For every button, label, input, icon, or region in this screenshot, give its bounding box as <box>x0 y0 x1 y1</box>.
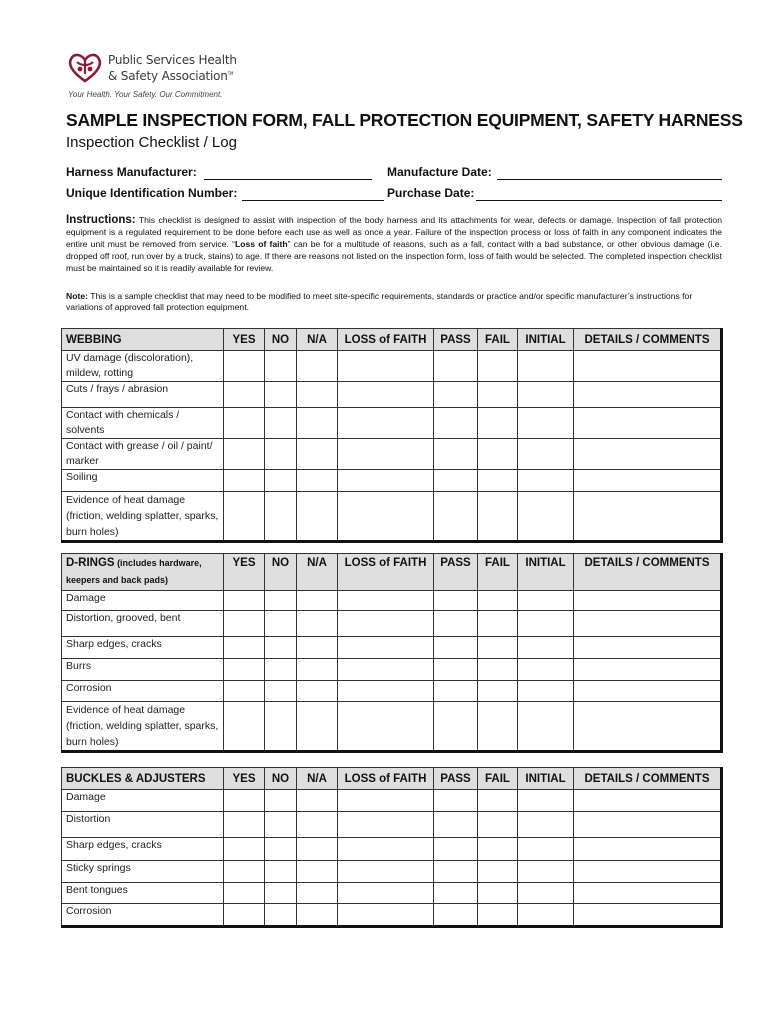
item-label: Distortion, grooved, bent <box>62 611 224 637</box>
entry-cell[interactable] <box>265 591 297 611</box>
entry-cell[interactable] <box>434 790 478 812</box>
table-row <box>62 439 722 470</box>
entry-cell[interactable] <box>518 591 574 611</box>
item-label: Evidence of heat damage (friction, welding splatter, sparks, burn holes) <box>62 492 224 542</box>
entry-cell[interactable] <box>478 591 518 611</box>
d-rings-heading-note: (includes hardware, keepers and back pads) <box>66 558 202 585</box>
entry-cell[interactable] <box>265 790 297 812</box>
entry-cell[interactable] <box>478 408 518 439</box>
entry-cell[interactable] <box>434 591 478 611</box>
entry-cell[interactable] <box>434 861 478 883</box>
org-name-line2-text: & Safety Association <box>108 69 228 83</box>
entry-cell[interactable] <box>297 659 338 681</box>
entry-cell[interactable] <box>478 492 518 542</box>
table-row <box>62 702 722 752</box>
col-details-comments: DETAILS / COMMENTS <box>574 329 722 351</box>
col-no: NO <box>265 329 297 351</box>
entry-cell[interactable] <box>574 702 722 752</box>
entry-cell[interactable] <box>434 659 478 681</box>
entry-cell[interactable] <box>265 838 297 861</box>
table-row <box>62 408 722 439</box>
entry-cell[interactable] <box>518 681 574 702</box>
entry-cell[interactable] <box>434 470 478 492</box>
entry-cell[interactable] <box>434 904 478 927</box>
col-na: N/A <box>297 554 338 591</box>
entry-cell[interactable] <box>434 637 478 659</box>
entry-cell[interactable] <box>297 408 338 439</box>
page-subtitle: Inspection Checklist / Log <box>66 134 237 151</box>
section-heading-d-rings <box>62 554 224 591</box>
item-label: Damage <box>62 790 224 812</box>
entry-cell[interactable] <box>574 351 722 382</box>
entry-cell[interactable] <box>434 611 478 637</box>
heart-knot-logo-icon <box>66 50 104 84</box>
unique-id-label: Unique Identification Number: <box>66 186 238 200</box>
item-label: Corrosion <box>62 681 224 702</box>
entry-cell[interactable] <box>478 611 518 637</box>
col-yes: YES <box>224 329 265 351</box>
entry-cell[interactable] <box>574 591 722 611</box>
entry-cell[interactable] <box>265 351 297 382</box>
entry-cell[interactable] <box>518 702 574 752</box>
entry-cell[interactable] <box>518 382 574 408</box>
section-heading-buckles: BUCKLES & ADJUSTERS <box>62 768 224 790</box>
entry-cell[interactable] <box>338 904 434 927</box>
purchase-date-label: Purchase Date: <box>387 186 475 200</box>
webbing-checklist-table <box>61 328 723 543</box>
table-row <box>62 611 722 637</box>
instructions-lead: Instructions: <box>66 214 136 226</box>
entry-cell[interactable] <box>224 838 265 861</box>
item-label: Evidence of heat damage (friction, welding splatter, sparks, burn holes) <box>62 702 224 752</box>
entry-cell[interactable] <box>518 883 574 904</box>
entry-cell[interactable] <box>265 408 297 439</box>
entry-cell[interactable] <box>224 883 265 904</box>
entry-cell[interactable] <box>338 812 434 838</box>
col-fail: FAIL <box>478 329 518 351</box>
entry-cell[interactable] <box>338 591 434 611</box>
entry-cell[interactable] <box>574 492 722 542</box>
note-lead: Note: <box>66 291 88 301</box>
entry-cell[interactable] <box>297 591 338 611</box>
col-pass: PASS <box>434 329 478 351</box>
entry-cell[interactable] <box>224 790 265 812</box>
table-row <box>62 838 722 861</box>
entry-cell[interactable] <box>478 790 518 812</box>
entry-cell[interactable] <box>297 382 338 408</box>
entry-cell[interactable] <box>265 681 297 702</box>
trademark-mark: TM <box>227 71 234 76</box>
col-no: NO <box>265 554 297 591</box>
entry-cell[interactable] <box>265 904 297 927</box>
entry-cell[interactable] <box>478 659 518 681</box>
entry-cell[interactable] <box>478 838 518 861</box>
entry-cell[interactable] <box>574 382 722 408</box>
entry-cell[interactable] <box>265 637 297 659</box>
entry-cell[interactable] <box>338 838 434 861</box>
entry-cell[interactable] <box>434 351 478 382</box>
d-rings-heading-text: D-RINGS <box>66 557 115 569</box>
entry-cell[interactable] <box>297 812 338 838</box>
entry-cell[interactable] <box>518 812 574 838</box>
item-label: Distortion <box>62 812 224 838</box>
entry-cell[interactable] <box>224 812 265 838</box>
entry-cell[interactable] <box>518 659 574 681</box>
table-row <box>62 591 722 611</box>
entry-cell[interactable] <box>478 439 518 470</box>
item-label: Cuts / frays / abrasion <box>62 382 224 408</box>
buckles-adjusters-checklist-table <box>61 767 723 928</box>
d-rings-checklist-table <box>61 553 723 753</box>
entry-cell[interactable] <box>574 470 722 492</box>
entry-cell[interactable] <box>434 439 478 470</box>
item-label: Soiling <box>62 470 224 492</box>
col-loss-of-faith: LOSS of FAITH <box>338 329 434 351</box>
entry-cell[interactable] <box>265 470 297 492</box>
entry-cell[interactable] <box>478 637 518 659</box>
col-yes: YES <box>224 768 265 790</box>
instructions-text-1: This checklist is designed to assist with inspection of the body harness and its attachments for wear, defects or damage. Inspection of fall protection equipment is a regulated requirement to be done before each use as well as once a year. Failure of the inspection process or loss of faith in any component indicates the entire unit must be removed from service. “ <box>66 215 722 249</box>
entry-cell[interactable] <box>297 470 338 492</box>
entry-cell[interactable] <box>478 883 518 904</box>
purchase-date-field[interactable] <box>476 200 722 201</box>
table-row <box>62 812 722 838</box>
entry-cell[interactable] <box>338 790 434 812</box>
item-label: Sticky springs <box>62 861 224 883</box>
entry-cell[interactable] <box>297 637 338 659</box>
table-header-row <box>62 554 722 591</box>
entry-cell[interactable] <box>574 838 722 861</box>
entry-cell[interactable] <box>297 861 338 883</box>
manufacture-date-field[interactable] <box>497 179 722 180</box>
entry-cell[interactable] <box>574 611 722 637</box>
item-label: Contact with chemicals / solvents <box>62 408 224 439</box>
entry-cell[interactable] <box>338 659 434 681</box>
entry-cell[interactable] <box>518 611 574 637</box>
harness-manufacturer-field[interactable] <box>204 179 372 180</box>
entry-cell[interactable] <box>224 408 265 439</box>
instructions-bold-term: Loss of faith <box>234 239 288 249</box>
item-label: Sharp edges, cracks <box>62 838 224 861</box>
entry-cell[interactable] <box>224 904 265 927</box>
col-pass: PASS <box>434 768 478 790</box>
entry-cell[interactable] <box>265 382 297 408</box>
entry-cell[interactable] <box>297 611 338 637</box>
col-no: NO <box>265 768 297 790</box>
entry-cell[interactable] <box>338 861 434 883</box>
entry-cell[interactable] <box>224 439 265 470</box>
entry-cell[interactable] <box>265 883 297 904</box>
entry-cell[interactable] <box>338 439 434 470</box>
item-label: Burrs <box>62 659 224 681</box>
entry-cell[interactable] <box>434 812 478 838</box>
entry-cell[interactable] <box>518 470 574 492</box>
entry-cell[interactable] <box>478 861 518 883</box>
entry-cell[interactable] <box>574 861 722 883</box>
entry-cell[interactable] <box>434 883 478 904</box>
entry-cell[interactable] <box>574 439 722 470</box>
page-title: SAMPLE INSPECTION FORM, FALL PROTECTION EQUIPMENT, SAFETY HARNESS <box>66 110 743 130</box>
item-label: Contact with grease / oil / paint/ marker <box>62 439 224 470</box>
table-row <box>62 904 722 927</box>
entry-cell[interactable] <box>265 702 297 752</box>
entry-cell[interactable] <box>518 637 574 659</box>
table-header-row <box>62 768 722 790</box>
entry-cell[interactable] <box>224 351 265 382</box>
entry-cell[interactable] <box>478 470 518 492</box>
entry-cell[interactable] <box>265 439 297 470</box>
entry-cell[interactable] <box>297 439 338 470</box>
entry-cell[interactable] <box>338 351 434 382</box>
entry-cell[interactable] <box>518 904 574 927</box>
col-na: N/A <box>297 329 338 351</box>
entry-cell[interactable] <box>265 812 297 838</box>
table-row <box>62 861 722 883</box>
entry-cell[interactable] <box>478 351 518 382</box>
entry-cell[interactable] <box>478 702 518 752</box>
col-fail: FAIL <box>478 554 518 591</box>
item-label: Corrosion <box>62 904 224 927</box>
entry-cell[interactable] <box>518 861 574 883</box>
entry-cell[interactable] <box>297 681 338 702</box>
entry-cell[interactable] <box>518 838 574 861</box>
instructions-text-2: ” can be for a multitude of reasons, such as a fall, contact with a bad substance, or other obvious damage (i.e. dropped off roof, run over by a truck, stains) to age. If there are reasons not listed on the inspection form, loss of faith would be selected. The completed inspection checklist must be maintained so it is readily available for review. <box>66 239 722 273</box>
entry-cell[interactable] <box>265 659 297 681</box>
entry-cell[interactable] <box>224 611 265 637</box>
table-row <box>62 470 722 492</box>
table-row <box>62 681 722 702</box>
entry-cell[interactable] <box>224 681 265 702</box>
entry-cell[interactable] <box>434 702 478 752</box>
table-row <box>62 883 722 904</box>
instructions-paragraph <box>66 214 722 274</box>
entry-cell[interactable] <box>434 838 478 861</box>
entry-cell[interactable] <box>434 492 478 542</box>
entry-cell[interactable] <box>224 591 265 611</box>
entry-cell[interactable] <box>338 702 434 752</box>
entry-cell[interactable] <box>478 904 518 927</box>
entry-cell[interactable] <box>478 681 518 702</box>
col-initial: INITIAL <box>518 329 574 351</box>
item-label: Bent tongues <box>62 883 224 904</box>
entry-cell[interactable] <box>518 351 574 382</box>
table-header-row <box>62 329 722 351</box>
org-name-line2 <box>108 67 233 83</box>
entry-cell[interactable] <box>338 470 434 492</box>
entry-cell[interactable] <box>518 492 574 542</box>
entry-cell[interactable] <box>338 883 434 904</box>
entry-cell[interactable] <box>434 681 478 702</box>
entry-cell[interactable] <box>297 351 338 382</box>
col-na: N/A <box>297 768 338 790</box>
entry-cell[interactable] <box>224 492 265 542</box>
entry-cell[interactable] <box>224 861 265 883</box>
table-row <box>62 637 722 659</box>
entry-cell[interactable] <box>574 408 722 439</box>
note-paragraph <box>66 291 722 313</box>
entry-cell[interactable] <box>265 611 297 637</box>
harness-manufacturer-label: Harness Manufacturer: <box>66 165 197 179</box>
col-loss-of-faith: LOSS of FAITH <box>338 768 434 790</box>
table-row <box>62 492 722 542</box>
col-details-comments: DETAILS / COMMENTS <box>574 768 722 790</box>
entry-cell[interactable] <box>224 637 265 659</box>
entry-cell[interactable] <box>574 812 722 838</box>
col-pass: PASS <box>434 554 478 591</box>
item-label: Sharp edges, cracks <box>62 637 224 659</box>
entry-cell[interactable] <box>434 382 478 408</box>
section-heading-webbing: WEBBING <box>62 329 224 351</box>
item-label: Damage <box>62 591 224 611</box>
manufacture-date-label: Manufacture Date: <box>387 165 492 179</box>
col-loss-of-faith: LOSS of FAITH <box>338 554 434 591</box>
entry-cell[interactable] <box>518 439 574 470</box>
col-yes: YES <box>224 554 265 591</box>
entry-cell[interactable] <box>478 812 518 838</box>
col-initial: INITIAL <box>518 768 574 790</box>
association-logo <box>66 46 266 104</box>
entry-cell[interactable] <box>224 470 265 492</box>
entry-cell[interactable] <box>297 790 338 812</box>
entry-cell[interactable] <box>338 681 434 702</box>
entry-cell[interactable] <box>574 637 722 659</box>
entry-cell[interactable] <box>297 492 338 542</box>
table-row <box>62 351 722 382</box>
col-fail: FAIL <box>478 768 518 790</box>
entry-cell[interactable] <box>478 382 518 408</box>
entry-cell[interactable] <box>224 382 265 408</box>
entry-cell[interactable] <box>574 904 722 927</box>
col-details-comments: DETAILS / COMMENTS <box>574 554 722 591</box>
entry-cell[interactable] <box>518 408 574 439</box>
entry-cell[interactable] <box>338 408 434 439</box>
org-tagline: Your Health. Your Safety. Our Commitment. <box>68 90 223 99</box>
entry-cell[interactable] <box>338 492 434 542</box>
entry-cell[interactable] <box>297 904 338 927</box>
col-initial: INITIAL <box>518 554 574 591</box>
entry-cell[interactable] <box>574 883 722 904</box>
entry-cell[interactable] <box>265 492 297 542</box>
entry-cell[interactable] <box>297 883 338 904</box>
item-label: UV damage (discoloration), mildew, rotting <box>62 351 224 382</box>
entry-cell[interactable] <box>338 382 434 408</box>
table-row <box>62 659 722 681</box>
table-row <box>62 382 722 408</box>
table-row <box>62 790 722 812</box>
entry-cell[interactable] <box>434 408 478 439</box>
entry-cell[interactable] <box>574 659 722 681</box>
entry-cell[interactable] <box>574 790 722 812</box>
entry-cell[interactable] <box>338 611 434 637</box>
entry-cell[interactable] <box>224 702 265 752</box>
org-name-line1: Public Services Health <box>108 53 237 67</box>
entry-cell[interactable] <box>297 702 338 752</box>
entry-cell[interactable] <box>518 790 574 812</box>
note-text: This is a sample checklist that may need to be modified to meet site-specific requirements, standards or practice and/or specific manufacturer’s instructions for variations of approved fall protection equipment. <box>66 291 693 312</box>
entry-cell[interactable] <box>224 659 265 681</box>
entry-cell[interactable] <box>574 681 722 702</box>
unique-id-field[interactable] <box>242 200 384 201</box>
entry-cell[interactable] <box>297 838 338 861</box>
entry-cell[interactable] <box>265 861 297 883</box>
entry-cell[interactable] <box>338 637 434 659</box>
